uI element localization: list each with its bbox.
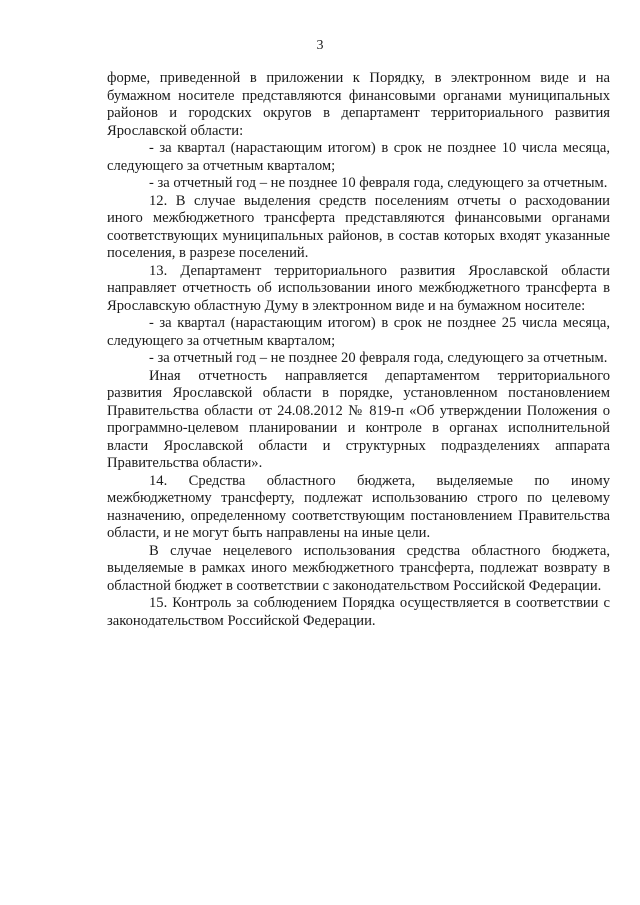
document-body (107, 70, 610, 630)
paragraph-item-14: 14. Средства областного бюджета, выделяемые по иному межбюджетному трансферту, подлежат использованию строго по целевому назначению, определенному соответствующим постановлением Правительства области, и не могут быть направлены на иные цели. (107, 472, 610, 541)
page-number: 3 (316, 38, 324, 53)
paragraph-item-13: 13. Департамент территориального развития Ярославской области направляет отчетность об использовании иного межбюджетного трансферта в Ярославскую областную Думу в электронном виде и на бумажном носителе: (107, 262, 610, 314)
paragraph-reporting-form: форме, приведенной в приложении к Порядку, в электронном виде и на бумажном носителе представляются финансовыми органами муниципальных районов и городских округов в департамент территориального развития Ярославской области: (107, 70, 610, 139)
paragraph-duma-quarter-deadline: - за квартал (нарастающим итогом) в срок не позднее 25 числа месяца, следующего за отчетным кварталом; (107, 315, 610, 349)
paragraph-item-15: 15. Контроль за соблюдением Порядка осуществляется в соответствии с законодательством Российской Федерации. (107, 595, 610, 629)
paragraph-duma-year-deadline: - за отчетный год – не позднее 20 февраля года, следующего за отчетным. (149, 350, 608, 366)
paragraph-year-deadline: - за отчетный год – не позднее 10 февраля года, следующего за отчетным. (149, 175, 608, 191)
paragraph-misuse-return: В случае нецелевого использования средства областного бюджета, выделяемые в рамках иного межбюджетного трансферта, подлежат возврату в областной бюджет в соответствии с законодательством Российской Федерации. (107, 542, 610, 594)
paragraph-other-reporting: Иная отчетность направляется департаментом территориального развития Ярославской области в порядке, установленном постановлением Правительства области от 24.08.2012 № 819-п «Об утверждении Положения о программно-целевом планировании и контроле в органах исполнительной власти Ярославской области и структурных подразделениях аппарата Правительства области». (107, 367, 610, 471)
paragraph-item-12: 12. В случае выделения средств поселениям отчеты о расходовании иного межбюджетного трансферта представляются финансовыми органами соответствующих муниципальных районов, в состав которых входят указанные поселения, в разрезе поселений. (107, 192, 610, 261)
paragraph-quarter-deadline: - за квартал (нарастающим итогом) в срок не позднее 10 числа месяца, следующего за отчетным кварталом; (107, 140, 610, 174)
